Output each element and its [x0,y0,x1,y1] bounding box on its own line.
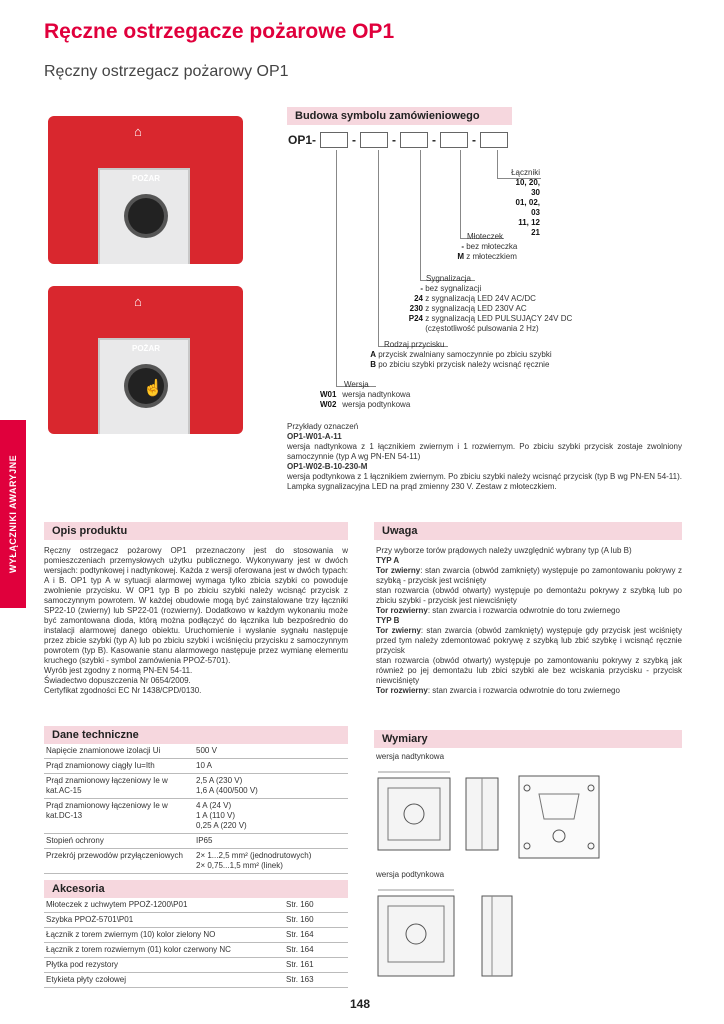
table-row [44,973,348,988]
photo-label: POŻAR [132,174,160,183]
table-row [44,849,348,874]
order-box [360,132,388,148]
tor-label: Tor zwierny [376,626,421,635]
dane-value: 2,5 A (230 V) 1,6 A (400/500 V) [194,774,348,799]
dane-label: Prąd znamionowy ciągły Iu=Ith [44,759,194,774]
type-label: TYP B [376,616,400,625]
tor-label: Tor zwierny [376,566,421,575]
order-heading: Budowa symbolu zamówieniowego [287,107,512,125]
mloteczek-desc: z młoteczkiem [466,252,517,261]
wymiary-v2-label: wersja podtynkowa [376,870,445,879]
sygnalizacja-group [404,274,572,334]
laczniki-value: 01, 02, 03 [515,198,540,217]
sygnalizacja-title: Sygnalizacja [426,274,471,283]
opis-heading: Opis produktu [44,522,348,540]
mloteczek-desc: bez młoteczka [466,242,518,251]
table-row [44,834,348,849]
wersja-desc: wersja podtynkowa [342,400,411,409]
dimension-drawing-1 [374,764,684,864]
order-dash: - [472,133,477,147]
table-row [44,958,348,973]
dane-label: Prąd znamionowy łączeniowy Ie w kat.AC-15 [44,774,194,799]
order-dash: - [392,133,397,147]
laczniki-value: 11, 12 [518,218,540,227]
rodzaj-desc: po zbiciu szybki przycisk należy wcisnąć ręcznie [378,360,550,369]
sygnalizacja-desc: bez sygnalizacji [425,284,482,293]
order-prefix: OP1- [288,133,317,147]
uwaga-heading: Uwaga [374,522,682,540]
dane-label: Przekrój przewodów przyłączeniowych [44,849,194,874]
rodzaj-title: Rodzaj przycisku [384,340,445,349]
tor-label: Tor rozwierny [376,606,428,615]
type-label: TYP A [376,556,400,565]
akcesoria-page: Str. 161 [284,958,348,973]
akcesoria-name: Szybka PPOŻ-5701\P01 [44,913,284,928]
example-code: OP1-W01-A-11 [287,432,342,441]
akcesoria-page: Str. 164 [284,943,348,958]
table-row [44,898,348,913]
rodzaj-code: B [370,360,376,369]
page-number: 148 [350,997,371,1011]
akcesoria-name: Płytka pod rezystory [44,958,284,973]
example-code: OP1-W02-B-10-230-M [287,462,368,471]
table-row [44,799,348,834]
sygnalizacja-code: 24 [414,294,423,303]
dane-label: Prąd znamionowy łączeniowy Ie w kat.DC-13 [44,799,194,834]
mloteczek-title: Młoteczek [467,232,504,241]
rodzaj-code: A [370,350,376,359]
order-code-template [288,132,512,148]
product-photo-2 [48,286,243,434]
sygnalizacja-code: P24 [408,314,423,323]
akcesoria-page: Str. 164 [284,928,348,943]
example-desc: wersja nadtynkowa z 1 łącznikiem zwiernym i 1 rozwiernym. Po zbiciu szybki przycisk zostaje zwolniony samoczynnie (typ A wg PN-EN 54-11) [287,442,682,461]
order-dash: - [352,133,357,147]
wersja-desc: wersja nadtynkowa [342,390,411,399]
dane-value: IP65 [194,834,348,849]
sygnalizacja-desc: z sygnalizacją LED 230V AC [425,304,527,313]
akcesoria-table [44,898,348,988]
dane-label: Napięcie znamionowe izolacji Ui [44,744,194,759]
opis-text-block [44,546,348,696]
akcesoria-page: Str. 160 [284,913,348,928]
wersja-code: W01 [320,390,337,399]
akcesoria-page: Str. 163 [284,973,348,988]
examples [287,422,682,492]
uwaga-para: : stan zwarcia (obwód zamknięty) występuje po zamontowaniu pokrywy z szybką - przycisk jest wciśnięty [376,566,683,585]
sygnalizacja-code: 230 [409,304,423,313]
mloteczek-code: - [461,242,464,251]
examples-title: Przykłady oznaczeń [287,422,359,431]
dimension-drawing-2 [374,882,534,984]
sygnalizacja-desc: (częstotliwość pulsowania 2 Hz) [425,324,539,333]
sygnalizacja-code: - [420,284,423,293]
akcesoria-page: Str. 160 [284,898,348,913]
wersja-title: Wersja [344,380,369,389]
mloteczek-code: M [457,252,464,261]
sygnalizacja-desc: z sygnalizacją LED PULSUJĄCY 24V DC [425,314,573,323]
order-dash: - [432,133,437,147]
wymiary-v1-label: wersja nadtynkowa [376,752,445,761]
order-box [400,132,428,148]
table-row [44,759,348,774]
page-title: Ręczne ostrzegacze pożarowe OP1 [44,20,395,43]
uwaga-text [376,546,682,696]
fire-house-icon: ⌂ [134,124,142,139]
akcesoria-name: Młoteczek z uchwytem PPOŻ-1200\P01 [44,898,284,913]
akcesoria-heading: Akcesoria [44,880,348,898]
opis-text: Ręczny ostrzegacz pożarowy OP1 przeznaczony jest do stosowania w pomieszczeniach przemysłowych użytku publicznego. Wykonywany jest w dwóch wersjach: podtynkowej i nadtynkowej. Każda z wersji oferowana jest w dwóch typach: A i B. OP1 typ A w sytuacji alarmowej wymaga tylko zbicia szybki co powoduje zwolnienie przycisku. W OP1 typ B po zbiciu szybki należy wcisnąć przycisk z samoczynnym powrotem. W każdej obudowie mogą być zainstalowane trzy łączniki SP22-10 (zwierny) lub SP22-01 (rozwierny). Dodatkowo w każdym wykonaniu może być zamontowana dioda, którą można podłączyć do łącznika lub bezpośrednio do instalacji alarmowej danego obiektu. Uruchomienie i wysłanie sygnału następuje przez zbicie szybki (typ A) lub po zbiciu szybki i wciśnięciu przycisku z samoczynnym powrotem (typ B). Kasowanie stanu alarmowego następuje przez wymianę elementu kruchego (szybki - symbol zamówienia PPOŻ-5701). [44,546,348,665]
dane-value: 10 A [194,759,348,774]
table-row [44,774,348,799]
order-box [440,132,468,148]
laczniki-value: 10, 20, 30 [515,178,540,197]
wymiary-heading: Wymiary [374,730,682,748]
dane-table [44,744,348,874]
order-box [480,132,508,148]
dane-label: Stopień ochrony [44,834,194,849]
laczniki-value: 21 [531,228,540,237]
photo-label: POŻAR [132,344,160,353]
dane-value: 4 A (24 V) 1 A (110 V) 0,25 A (220 V) [194,799,348,834]
product-photo-1 [48,116,243,264]
mloteczek-group [450,232,517,262]
wersja-code: W02 [320,400,337,409]
rodzaj-group [362,340,552,370]
side-tab-label: WYŁĄCZNIKI AWARYJNE [8,454,18,574]
tor-label: Tor rozwierny [376,686,428,695]
akcesoria-name: Etykieta płyty czołowej [44,973,284,988]
table-row [44,744,348,759]
table-row [44,943,348,958]
uwaga-intro: Przy wyborze torów prądowych należy uwzględnić wybrany typ (A lub B) [376,546,632,555]
table-row [44,928,348,943]
laczniki-title: Łączniki [511,168,540,177]
opis-line: Certyfikat zgodności EC Nr 1438/CPD/0130. [44,686,202,695]
fire-house-icon: ⌂ [134,294,142,309]
uwaga-para: stan rozwarcia (obwód otwarty) występuje po demontażu pokrywy z szybką lub po zbiciu szybki - przycisk jest niewciśnięty [376,586,682,605]
page-subtitle: Ręczny ostrzegacz pożarowy OP1 [44,63,289,80]
akcesoria-name: Łącznik z torem rozwiernym (01) kolor czerwony NC [44,943,284,958]
dane-value: 500 V [194,744,348,759]
side-tab [0,420,26,608]
sygnalizacja-desc: z sygnalizacją LED 24V AC/DC [425,294,536,303]
uwaga-para: stan rozwarcia (obwód otwarty) występuje po zamontowaniu pokrywy z szybką jak również po jej demontażu lub zbici szybki ale bez wciskania przycisku - przycisk niewciśnięty [376,656,682,685]
example-desc: wersja podtynkowa z 1 łącznikiem zwiernym. Po zbiciu szybki należy wcisnąć przycisk (typ B wg PN-EN 54-11). Lampka sygnalizacyjna LED na prąd zmienny 230 V. Zestaw z młoteczkiem. [287,472,682,491]
akcesoria-name: Łącznik z torem zwiernym (10) kolor zielony NO [44,928,284,943]
wersja-group [320,380,410,410]
laczniki-group [508,168,540,238]
dane-heading: Dane techniczne [44,726,348,744]
dane-value: 2× 1...2,5 mm² (jednodrutowych) 2× 0,75...1,5 mm² (linek) [194,849,348,874]
opis-line: Wyrób jest zgodny z normą PN-EN 54-11. [44,666,193,675]
uwaga-para: : stan zwarcia i rozwarcia odwrotnie do toru zwiernego [427,606,620,615]
table-row [44,913,348,928]
rodzaj-desc: przycisk zwalniany samoczynnie po zbiciu szybki [378,350,552,359]
hand-icon: ☝ [143,380,163,397]
uwaga-para: : stan zwarcia i rozwarcia odwrotnie do toru zwiernego [427,686,620,695]
button-knob [128,198,164,234]
uwaga-para: : stan zwarcia (obwód zamknięty) występuje gdy przycisk jest wciśnięty przed tym należy zdemontować pokrywę z szybką lub zbić szybkę i wcisnąć ręcznie przycisk [376,626,683,655]
opis-line: Świadectwo dopuszczenia Nr 0654/2009. [44,676,191,685]
order-box [320,132,348,148]
